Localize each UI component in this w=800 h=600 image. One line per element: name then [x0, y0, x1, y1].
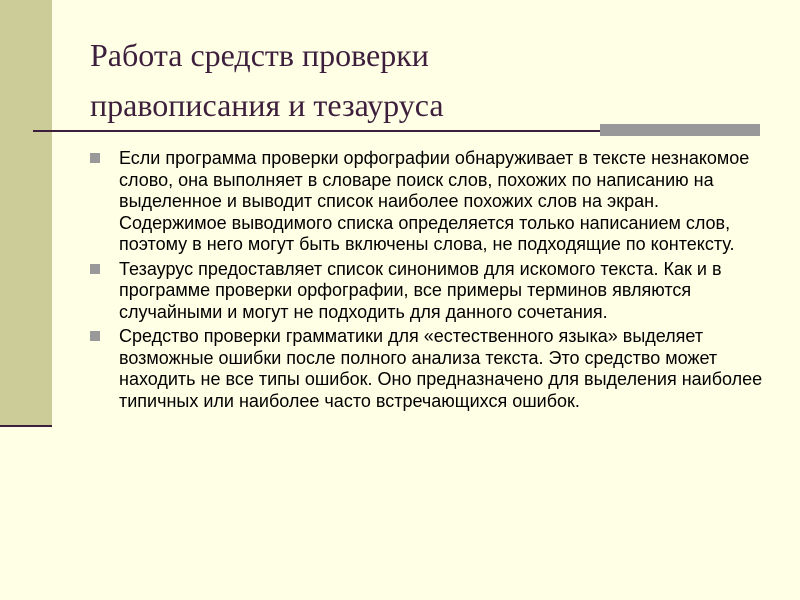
left-decorative-band [0, 0, 52, 427]
bullet-item [90, 326, 770, 412]
slide-title [90, 30, 750, 130]
bullet-item [90, 148, 770, 256]
left-band-rule [0, 425, 52, 427]
bullet-text: Если программа проверки орфографии обнаруживает в тексте незнакомое слово, она выполняет в словаре поиск слов, похожих по написанию на выделенное и выводит список наиболее похожих слов на экран. Содержимое выводимого списка определяется только написанием слов, поэтому в него могут быть включены слова, не подходящие по контексту. [119, 148, 750, 254]
square-bullet-icon [90, 264, 100, 274]
bullet-text: Средство проверки грамматики для «естественного языка» выделяет возможные ошибки после полного анализа текста. Это средство может находить не все типы ошибок. Оно предназначено для выделения наиболее типичных или наиболее часто встречающихся ошибок. [119, 326, 763, 411]
title-line-2: правописания и тезауруса [90, 87, 444, 123]
bullet-text: Тезаурус предоставляет список синонимов для искомого текста. Как и в программе проверки орфографии, все примеры терминов являются случайными и могут не подходить для данного сочетания. [119, 258, 722, 322]
square-bullet-icon [90, 331, 100, 341]
bullet-item [90, 259, 770, 324]
title-accent-bar [600, 124, 760, 136]
bullet-list [90, 148, 770, 415]
square-bullet-icon [90, 153, 100, 163]
title-line-1: Работа средств проверки [90, 37, 429, 73]
